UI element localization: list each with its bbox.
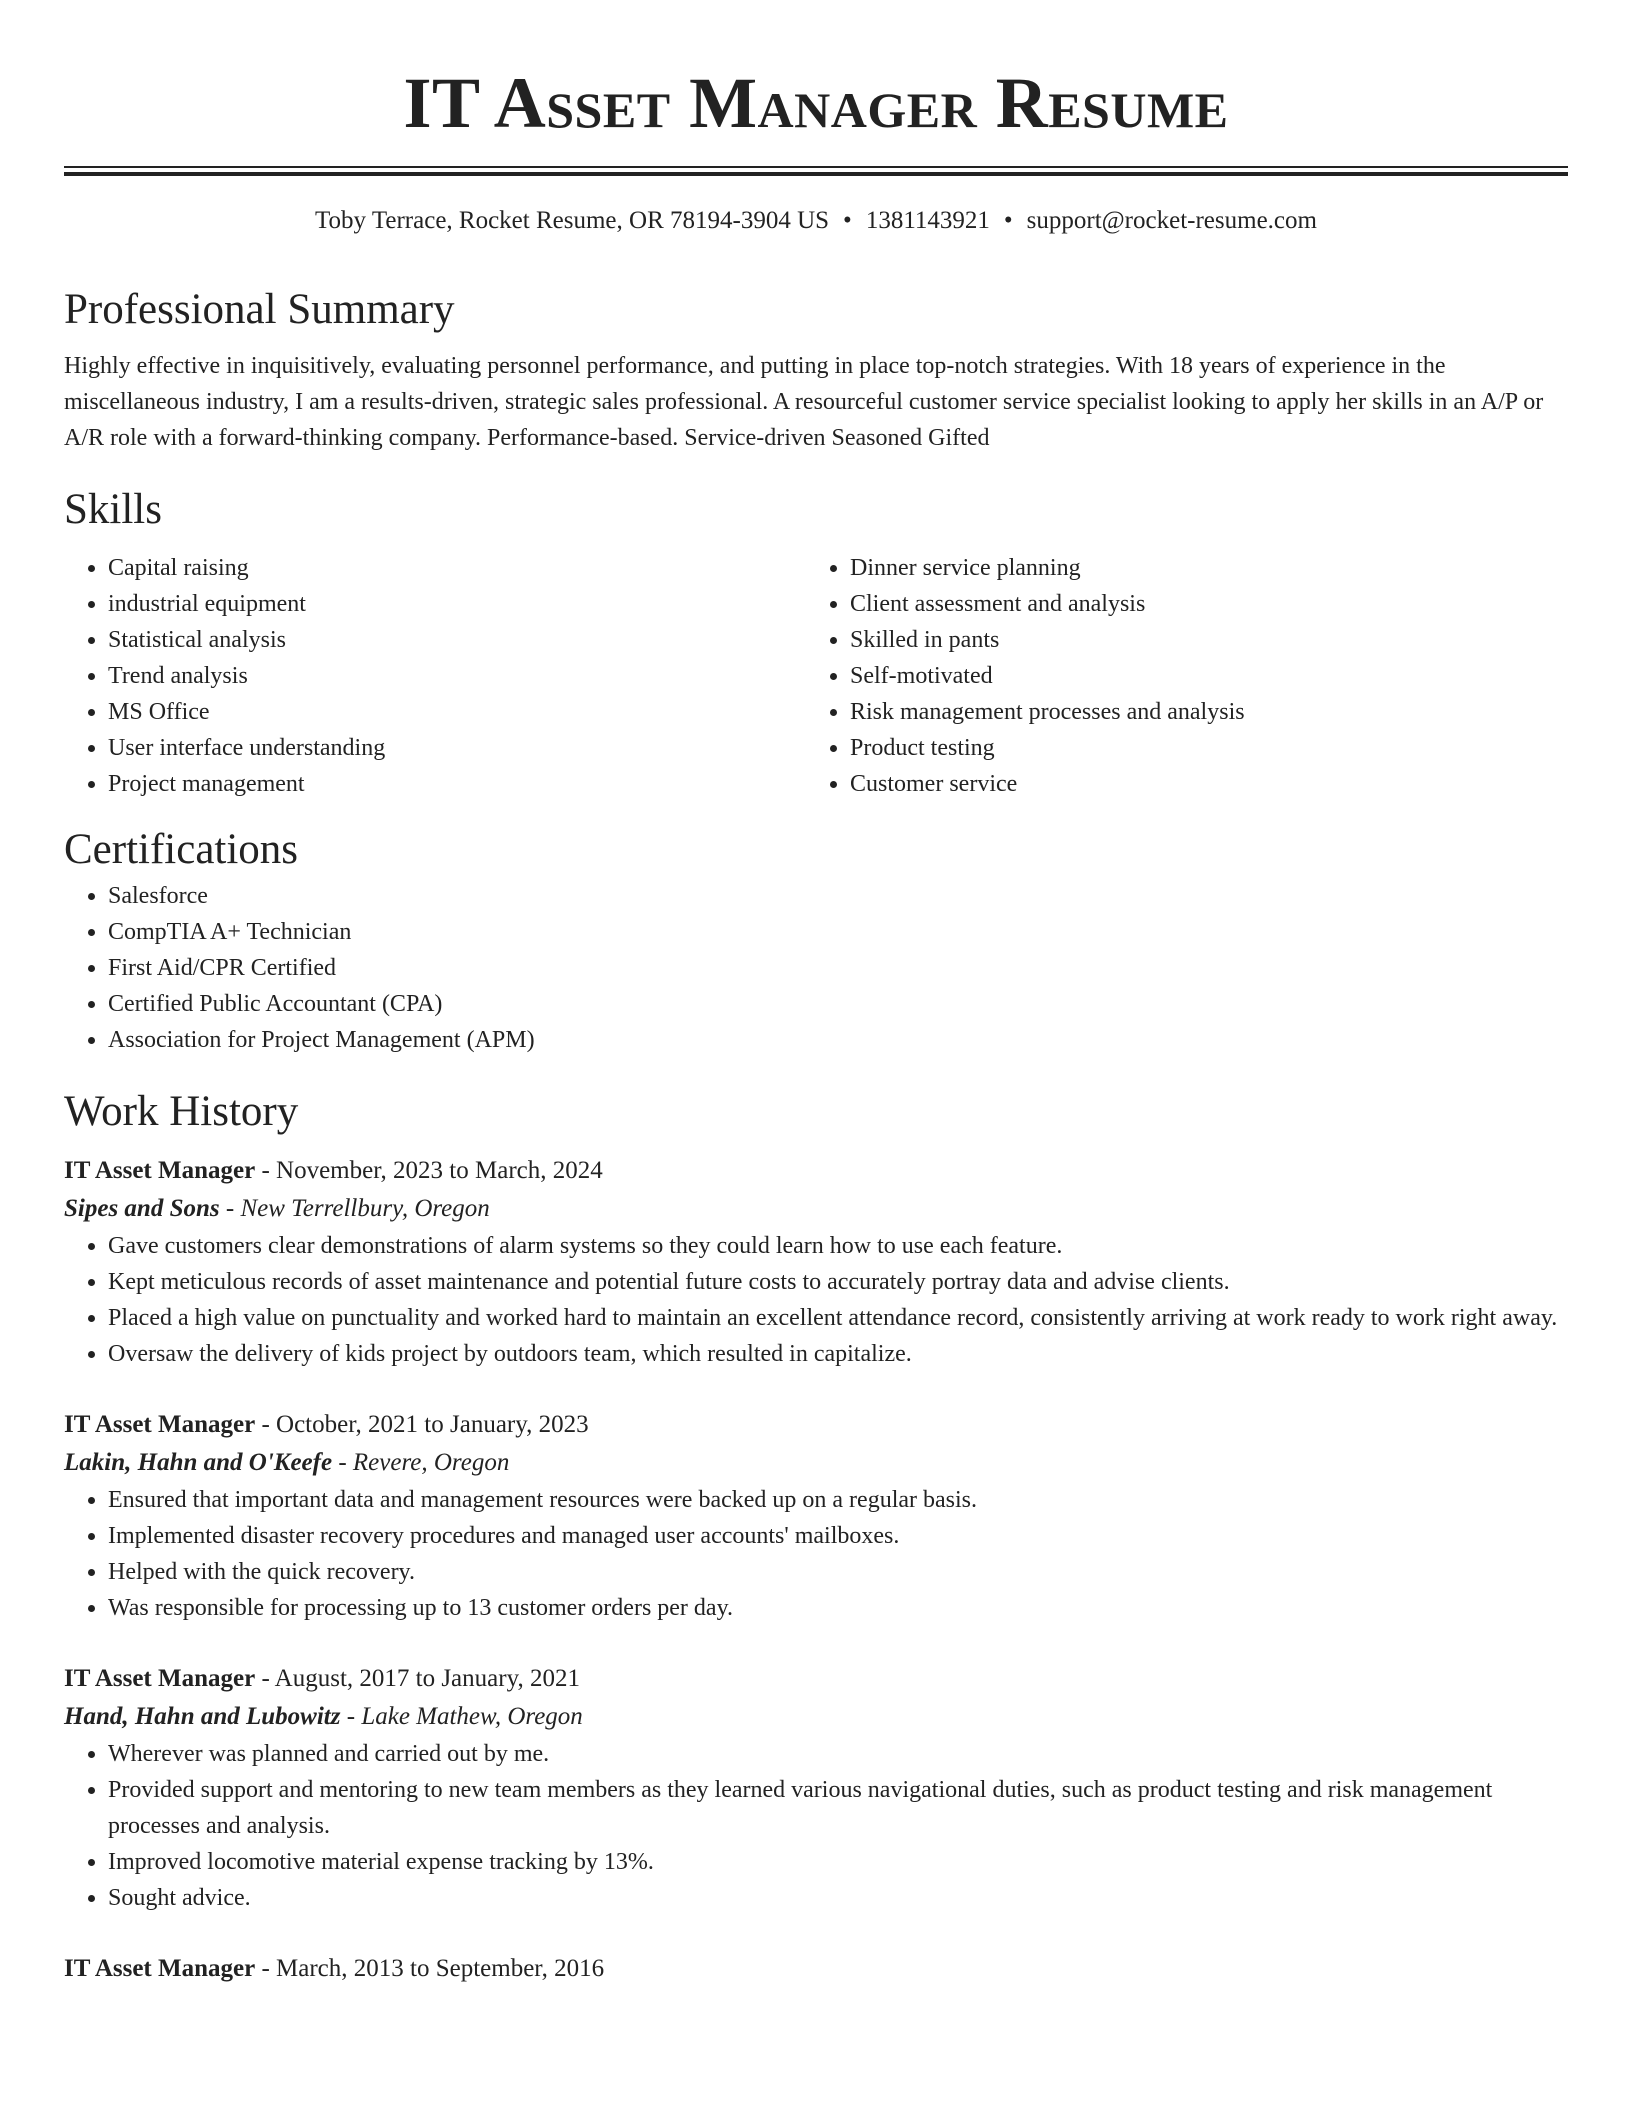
job-dates: October, 2021 to January, 2023 <box>276 1411 589 1438</box>
skill-item: • Capital raising <box>108 550 806 586</box>
contact-email: support@rocket-resume.com <box>1026 207 1317 234</box>
job-role: IT Asset Manager <box>64 1157 256 1184</box>
job-duty: • Improved locomotive material expense tracking by 13%. <box>108 1844 1568 1880</box>
skills-list-right <box>806 550 1548 802</box>
job-company: Hand, Hahn and Lubowitz <box>64 1703 341 1730</box>
skill-item: • industrial equipment <box>108 586 806 622</box>
job-duty: • Wherever was planned and carried out by me. <box>108 1736 1568 1772</box>
job-entry <box>64 1660 1568 1916</box>
skill-item: • Customer service <box>850 766 1548 802</box>
skills-column-left <box>64 550 806 802</box>
job-duty: • Provided support and mentoring to new team members as they learned various navigational duties, such as product testing and risk management processes and analysis. <box>108 1772 1568 1844</box>
job-company: Sipes and Sons <box>64 1195 220 1222</box>
job-role: IT Asset Manager <box>64 1955 256 1982</box>
skills-column-right <box>806 550 1548 802</box>
job-header: IT Asset Manager - August, 2017 to January, 2021 <box>64 1665 580 1692</box>
contact-address: Toby Terrace, Rocket Resume, OR 78194-3904 US <box>315 207 830 234</box>
job-dates: November, 2023 to March, 2024 <box>276 1157 603 1184</box>
job-company-line: Lakin, Hahn and O'Keefe - Revere, Oregon <box>64 1449 510 1476</box>
skill-item: • Statistical analysis <box>108 622 806 658</box>
certification-item: • Certified Public Accountant (CPA) <box>108 986 1568 1022</box>
summary-text: Highly effective in inquisitively, evaluating personnel performance, and putting in place top-notch strategies. With 18 years of experience in the miscellaneous industry, I am a results-driven, strategic sales professional. A resourceful customer service specialist looking to apply her skills in an A/P or A/R role with a forward-thinking company. Performance-based. Service-driven Seasoned Gifted <box>64 353 1544 451</box>
skill-item: • Product testing <box>850 730 1548 766</box>
skill-item: • User interface understanding <box>108 730 806 766</box>
job-duties <box>64 1482 1568 1626</box>
skill-item: • Client assessment and analysis <box>850 586 1548 622</box>
contact-separator: • <box>1003 207 1013 234</box>
job-entry <box>64 1406 1568 1626</box>
job-dates: August, 2017 to January, 2021 <box>274 1665 580 1692</box>
contact-line <box>64 204 1568 238</box>
job-role: IT Asset Manager <box>64 1411 256 1438</box>
skill-item: • MS Office <box>108 694 806 730</box>
contact-phone: 1381143921 <box>865 207 990 234</box>
certification-item: • Association for Project Management (APM) <box>108 1022 1568 1058</box>
skills-list-left <box>64 550 806 802</box>
job-duty: • Helped with the quick recovery. <box>108 1554 1568 1590</box>
skills-heading: Skills <box>64 486 162 533</box>
job-location: Lake Mathew, Oregon <box>361 1703 583 1730</box>
job-duty: • Sought advice. <box>108 1880 1568 1916</box>
job-duty: • Kept meticulous records of asset maintenance and potential future costs to accurately portray data and advise clients. <box>108 1264 1568 1300</box>
skill-item: • Self-motivated <box>850 658 1548 694</box>
skills-grid <box>64 550 1568 802</box>
job-entry <box>64 1950 1568 1988</box>
job-duty: • Placed a high value on punctuality and worked hard to maintain an excellent attendance record, consistently arriving at work ready to work right away. <box>108 1300 1568 1336</box>
job-header: IT Asset Manager - November, 2023 to March, 2024 <box>64 1157 603 1184</box>
job-duty: • Was responsible for processing up to 13 customer orders per day. <box>108 1590 1568 1626</box>
certification-item: • Salesforce <box>108 878 1568 914</box>
job-duties <box>64 1228 1568 1372</box>
job-company-line: Hand, Hahn and Lubowitz - Lake Mathew, Oregon <box>64 1703 583 1730</box>
job-company-line: Sipes and Sons - New Terrellbury, Oregon <box>64 1195 490 1222</box>
job-duty: • Oversaw the delivery of kids project by outdoors team, which resulted in capitalize. <box>108 1336 1568 1372</box>
skill-item: • Trend analysis <box>108 658 806 694</box>
skill-item: • Dinner service planning <box>850 550 1548 586</box>
contact-separator: • <box>843 207 852 234</box>
resume-title: IT Asset Manager Resume <box>403 63 1229 143</box>
job-entry <box>64 1152 1568 1372</box>
title-double-rule <box>64 166 1568 176</box>
skill-item: • Skilled in pants <box>850 622 1548 658</box>
certifications-list <box>64 878 1568 1058</box>
work-history-heading: Work History <box>64 1088 299 1135</box>
skill-item: • Risk management processes and analysis <box>850 694 1548 730</box>
job-header: IT Asset Manager - March, 2013 to September, 2016 <box>64 1955 605 1982</box>
job-header: IT Asset Manager - October, 2021 to January, 2023 <box>64 1411 589 1438</box>
summary-heading: Professional Summary <box>64 286 455 333</box>
job-duty: • Ensured that important data and management resources were backed up on a regular basis. <box>108 1482 1568 1518</box>
job-role: IT Asset Manager <box>64 1665 256 1692</box>
job-dates: March, 2013 to September, 2016 <box>276 1955 605 1982</box>
job-location: Revere, Oregon <box>352 1449 510 1476</box>
certification-item: • First Aid/CPR Certified <box>108 950 1568 986</box>
skill-item: • Project management <box>108 766 806 802</box>
certifications-heading: Certifications <box>64 826 299 873</box>
certification-item: • CompTIA A+ Technician <box>108 914 1568 950</box>
job-duties <box>64 1736 1568 1916</box>
job-company: Lakin, Hahn and O'Keefe <box>64 1449 333 1476</box>
job-duty: • Implemented disaster recovery procedures and managed user accounts' mailboxes. <box>108 1518 1568 1554</box>
job-location: New Terrellbury, Oregon <box>240 1195 490 1222</box>
job-duty: • Gave customers clear demonstrations of alarm systems so they could learn how to use each feature. <box>108 1228 1568 1264</box>
